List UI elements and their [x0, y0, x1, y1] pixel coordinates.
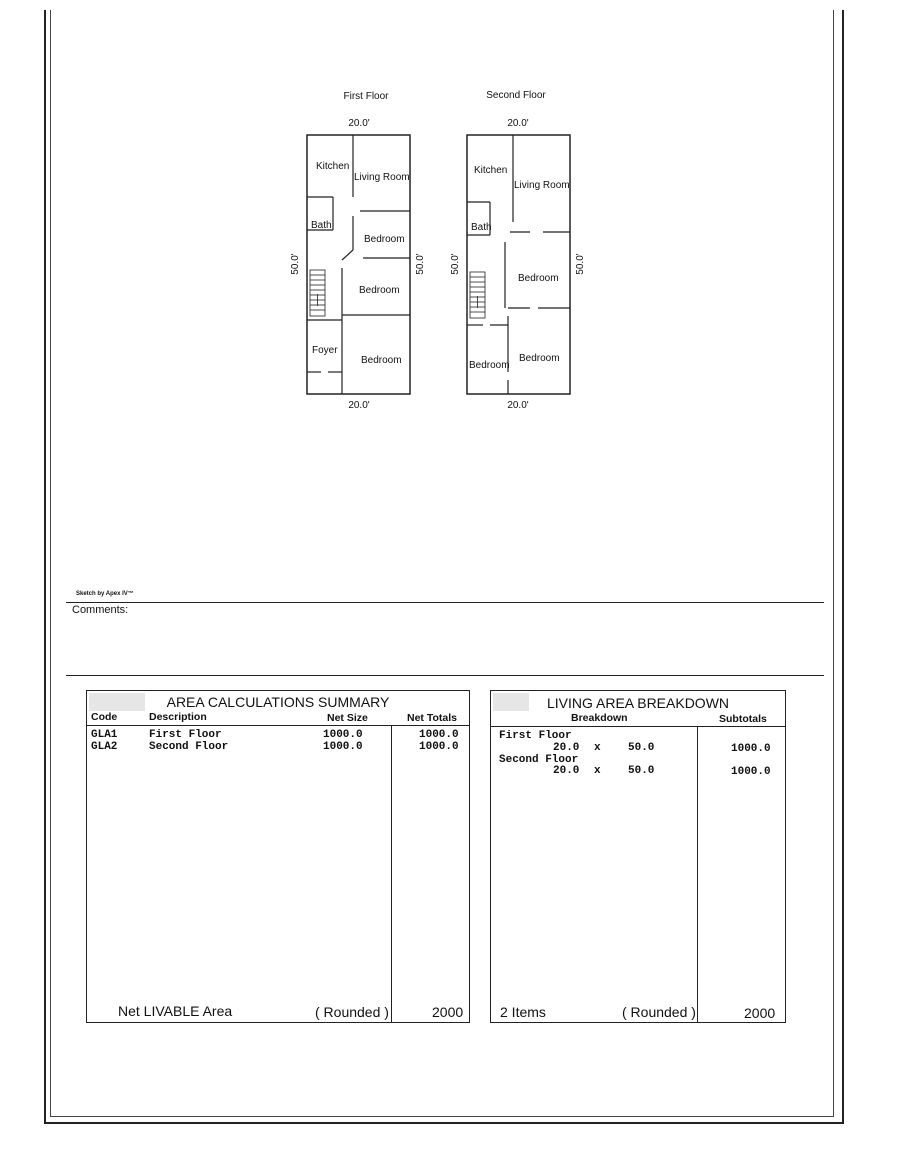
- items-count: 2 Items: [500, 1004, 546, 1020]
- col-subtotals: Subtotals: [719, 713, 767, 725]
- item-2-dim-b: 50.0: [628, 765, 655, 777]
- sf-room-kitchen: Kitchen: [474, 165, 508, 176]
- row-1-description: First Floor: [149, 729, 222, 741]
- row-1-net-total: 1000.0: [419, 729, 459, 741]
- col-breakdown: Breakdown: [571, 712, 628, 724]
- item-2-name: Second Floor: [499, 754, 579, 766]
- summary-title: AREA CALCULATIONS SUMMARY: [166, 694, 390, 710]
- row-1-net-size: 1000.0: [323, 729, 363, 741]
- comments-bottom-rule: [66, 675, 824, 676]
- col-net-size: Net Size: [327, 712, 368, 724]
- second-floor-bottom-dim: 20.0': [507, 400, 529, 411]
- item-2-dim-a: 20.0: [553, 765, 580, 777]
- ff-room-living: Living Room: [354, 172, 410, 183]
- breakdown-total: 2000: [744, 1005, 776, 1021]
- sf-room-bedroom-1: Bedroom: [518, 273, 559, 284]
- sf-room-bedroom-2: Bedroom: [469, 360, 510, 371]
- floor-plan-sketch: [280, 80, 610, 420]
- net-livable-total: 2000: [432, 1004, 464, 1020]
- sketch-credit: Sketch by Apex IV™: [76, 591, 134, 597]
- first-floor-stairs: [310, 270, 325, 316]
- item-1-times: x: [594, 742, 601, 754]
- item-2-times: x: [594, 765, 601, 777]
- breakdown-rounded-label: ( Rounded ): [622, 1004, 696, 1020]
- comments-top-rule: [66, 602, 824, 603]
- ff-room-bedroom-2: Bedroom: [359, 285, 400, 296]
- first-floor-right-dim: 50.0': [415, 253, 426, 275]
- second-floor-top-dim: 20.0': [507, 118, 529, 129]
- ff-room-bedroom-1: Bedroom: [364, 234, 405, 245]
- breakdown-title: LIVING AREA BREAKDOWN: [546, 695, 730, 711]
- item-1-dim-b: 50.0: [628, 742, 655, 754]
- col-code: Code: [91, 711, 118, 723]
- sf-room-bath: Bath: [471, 222, 492, 233]
- second-floor-right-dim: 50.0': [575, 253, 586, 275]
- first-floor-top-dim: 20.0': [348, 118, 370, 129]
- second-floor-title: Second Floor: [486, 90, 546, 101]
- row-2-net-total: 1000.0: [419, 741, 459, 753]
- row-2-description: Second Floor: [149, 741, 229, 753]
- row-1-code: GLA1: [91, 729, 118, 741]
- sf-room-living: Living Room: [514, 180, 570, 191]
- comments-label: Comments:: [72, 604, 129, 616]
- item-1-name: First Floor: [499, 730, 572, 742]
- second-floor-left-dim: 50.0': [450, 253, 461, 275]
- ff-room-bedroom-3: Bedroom: [361, 355, 402, 366]
- row-2-code: GLA2: [91, 741, 118, 753]
- item-1-dim-a: 20.0: [553, 742, 580, 754]
- breakdown-header-rule: [491, 726, 785, 727]
- breakdown-col-divider: [697, 726, 698, 1022]
- row-2-net-size: 1000.0: [323, 741, 363, 753]
- ff-room-bath: Bath: [311, 220, 332, 231]
- summary-col-divider: [391, 725, 392, 1022]
- first-floor-left-dim: 50.0': [290, 253, 301, 275]
- col-net-totals: Net Totals: [407, 712, 457, 724]
- living-area-breakdown: [490, 690, 786, 1023]
- first-floor-bottom-dim: 20.0': [348, 400, 370, 411]
- net-livable-label: Net LIVABLE Area: [118, 1003, 233, 1019]
- second-floor-stairs: [470, 272, 485, 318]
- col-description: Description: [149, 711, 207, 723]
- sf-room-bedroom-3: Bedroom: [519, 353, 560, 364]
- first-floor-title: First Floor: [343, 91, 389, 102]
- ff-room-foyer: Foyer: [312, 345, 338, 356]
- floor-plan-svg: [280, 80, 610, 420]
- area-calculations-summary: [86, 690, 470, 1023]
- item-1-subtotal: 1000.0: [731, 743, 771, 755]
- summary-rounded-label: ( Rounded ): [315, 1004, 389, 1020]
- item-2-subtotal: 1000.0: [731, 766, 771, 778]
- ff-room-kitchen: Kitchen: [316, 161, 350, 172]
- summary-header-rule: [87, 725, 469, 726]
